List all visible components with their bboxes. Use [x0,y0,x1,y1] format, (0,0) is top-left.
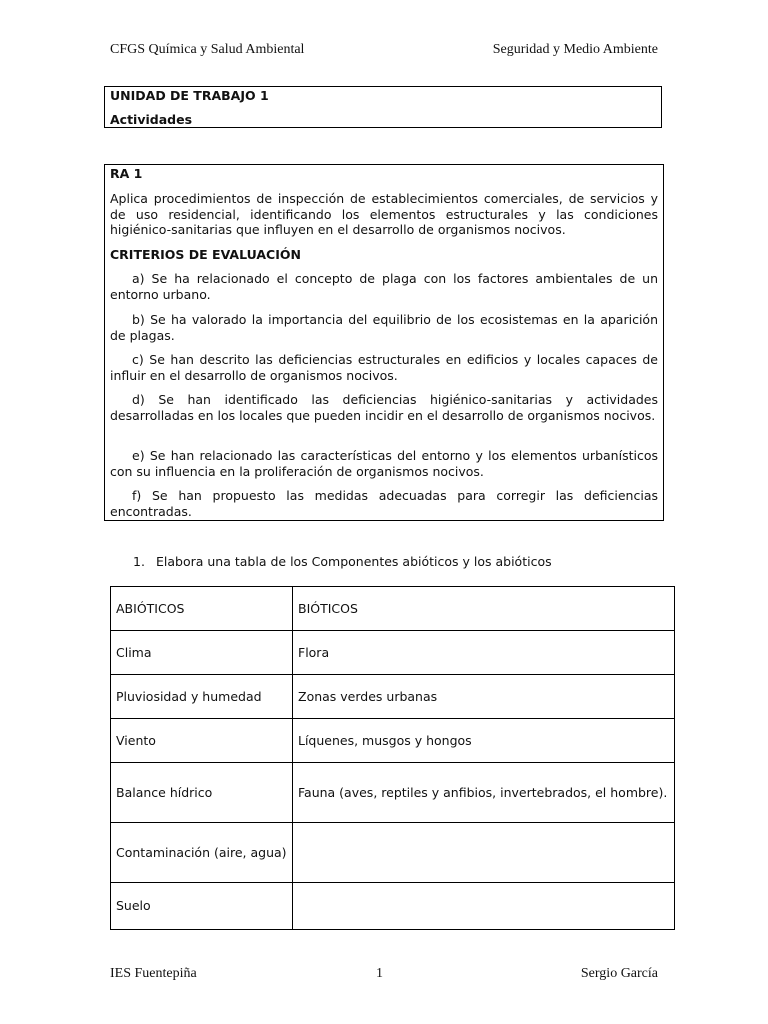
question-1 [133,554,552,569]
criterion-d: d) Se han identificado las deficiencias higiénico-sanitarias y actividades desarrolladas en los locales que pueden incidir en el desarrollo de organismos nocivos. [110,392,658,423]
header-abioticos: ABIÓTICOS [111,587,293,631]
page-number: 1 [376,966,383,981]
unit-subtitle: Actividades [110,112,193,127]
table-cell: Balance hídrico [111,763,293,823]
table-cell: Flora [293,631,675,675]
header-subject: Seguridad y Medio Ambiente [492,42,658,57]
table-row [111,883,675,930]
question-text: Elabora una tabla de los Componentes abióticos y los abióticos [156,554,552,569]
header-course: CFGS Química y Salud Ambiental [110,42,305,57]
table-cell: Pluviosidad y humedad [111,675,293,719]
components-table [110,586,675,930]
table-cell [293,883,675,930]
criterion-b: b) Se ha valorado la importancia del equilibrio de los ecosistemas en la aparición de plagas. [110,312,658,343]
page-header [110,42,658,60]
table-cell: Suelo [111,883,293,930]
table-cell: Viento [111,719,293,763]
table-cell: Contaminación (aire, agua) [111,823,293,883]
table-header-row [111,587,675,631]
ra-heading: RA 1 [110,166,143,181]
table-row [111,823,675,883]
table-cell: Clima [111,631,293,675]
footer-school: IES Fuentepiña [110,966,197,981]
criterion-c: c) Se han descrito las deficiencias estructurales en edificios y locales capaces de influir en el desarrollo de organismos nocivos. [110,352,658,383]
table-row [111,763,675,823]
question-number: 1. [133,554,145,569]
table-cell: Fauna (aves, reptiles y anfibios, invertebrados, el hombre). [293,763,675,823]
criterion-e: e) Se han relacionado las características del entorno y los elementos urbanísticos con su influencia en la proliferación de organismos nocivos. [110,448,658,479]
table-cell: Líquenes, musgos y hongos [293,719,675,763]
ra-description: Aplica procedimientos de inspección de establecimientos comerciales, de servicios y de uso residencial, identificando los elementos estructurales y las condiciones higiénico-sanitarias que influyen en el desarrollo de organismos nocivos. [110,191,658,237]
criterion-f: f) Se han propuesto las medidas adecuadas para corregir las deficiencias encontradas. [110,488,658,519]
ra-box [104,164,664,521]
unit-title: UNIDAD DE TRABAJO 1 [110,88,269,103]
header-bioticos: BIÓTICOS [293,587,675,631]
table-cell [293,823,675,883]
criterion-a: a) Se ha relacionado el concepto de plaga con los factores ambientales de un entorno urbano. [110,271,658,302]
footer-author: Sergio García [580,966,658,981]
table-row [111,675,675,719]
table-row [111,631,675,675]
unit-box [104,86,662,128]
table-cell: Zonas verdes urbanas [293,675,675,719]
page-footer [110,966,658,984]
criteria-heading: CRITERIOS DE EVALUACIÓN [110,247,301,262]
table-row [111,719,675,763]
